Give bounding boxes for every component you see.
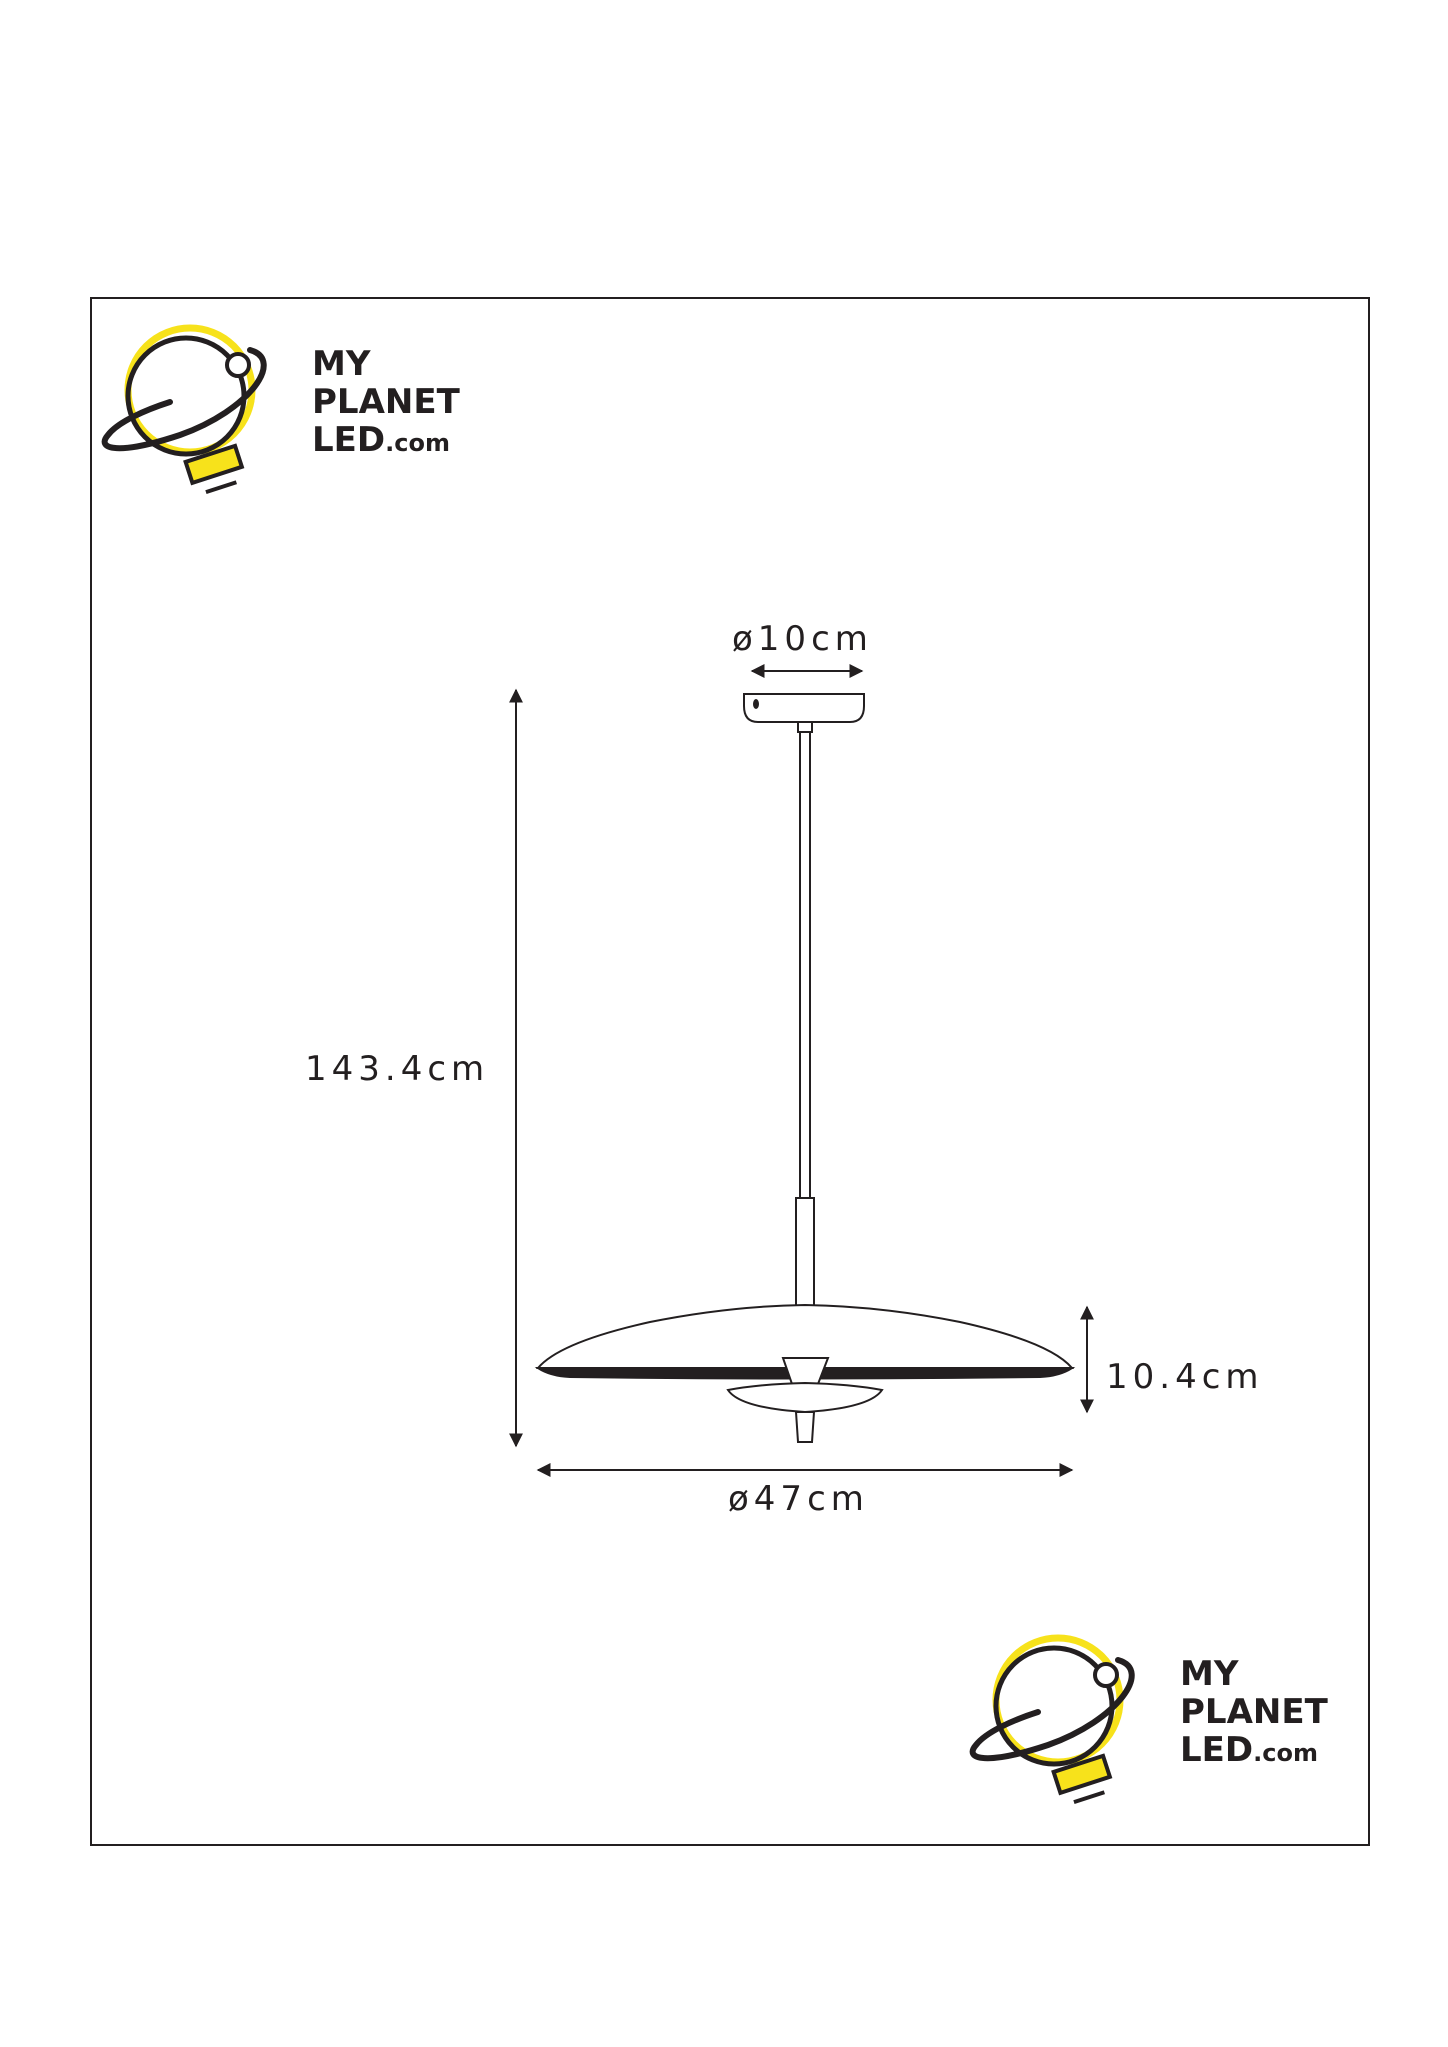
canopy-diameter-label: ø10cm (732, 619, 873, 659)
total-height-label: 143.4cm (305, 1049, 490, 1089)
logo-line-planet: PLANET (1180, 1692, 1328, 1732)
shade-diameter-label: ø47cm (728, 1479, 869, 1519)
planet-logo-icon (973, 1638, 1132, 1805)
lamp-stem (796, 1198, 814, 1306)
pendant-lamp (538, 694, 1072, 1442)
planet-logo-icon (105, 328, 264, 495)
logo-line-my: MY (1180, 1654, 1239, 1694)
logo-line-planet: PLANET (312, 382, 460, 422)
lamp-tip (796, 1412, 814, 1442)
logo-bottom (973, 1638, 1329, 1805)
lamp-diffuser (728, 1383, 882, 1412)
ceiling-canopy (744, 694, 864, 722)
shade-height-label: 10.4cm (1106, 1357, 1264, 1397)
logo-line-led: LED.com (312, 420, 450, 460)
logo-top (105, 328, 461, 495)
cord-connector (798, 722, 812, 732)
logo-line-my: MY (312, 344, 371, 384)
logo-line-led: LED.com (1180, 1730, 1318, 1770)
